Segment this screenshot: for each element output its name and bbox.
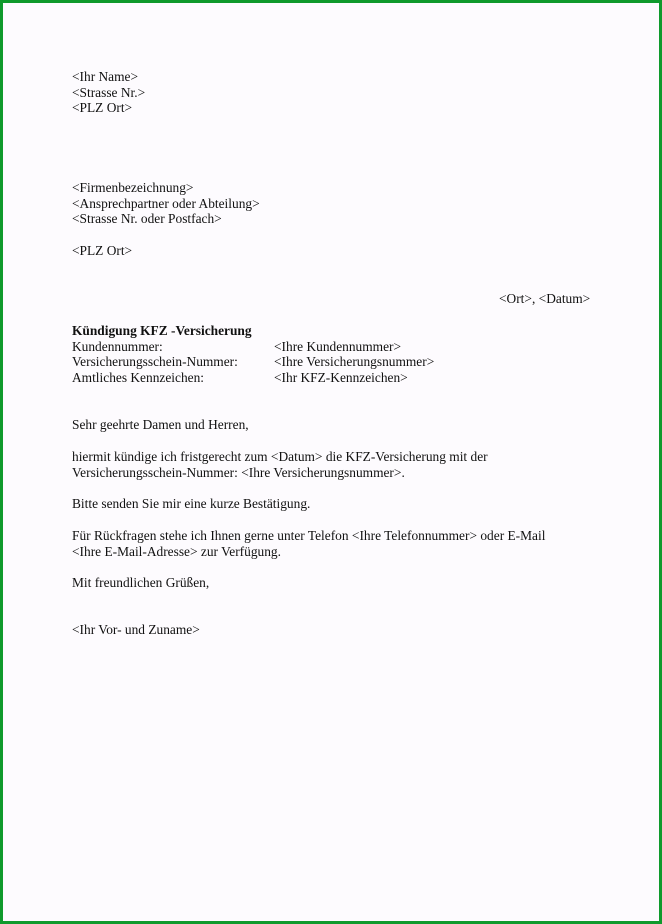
reference-value: <Ihr KFZ-Kennzeichen> [274, 369, 408, 385]
recipient-street: <Strasse Nr. oder Postfach> [72, 211, 222, 227]
sender-street: <Strasse Nr.> [72, 84, 146, 100]
reference-row [72, 339, 434, 355]
reference-value: <Ihre Versicherungsnummer> [274, 354, 435, 370]
paragraph-line: hiermit kündige ich fristgerecht zum <Datum> die KFZ-Versicherung mit der [72, 449, 488, 464]
recipient-company: <Firmenbezeichnung> [72, 180, 194, 195]
paragraph-line: Bitte senden Sie mir eine kurze Bestätigung. [72, 496, 311, 511]
recipient-city-block [72, 243, 132, 259]
sender-city: <PLZ Ort> [72, 100, 133, 116]
paragraph-line: Für Rückfragen stehe ich Ihnen gerne unter Telefon <Ihre Telefonnummer> oder E-Mail [72, 528, 546, 543]
sender-address [72, 69, 145, 116]
reference-label: Versicherungsschein-Nummer: [72, 354, 238, 370]
paragraph-line: <Ihre E-Mail-Adresse> zur Verfügung. [72, 543, 281, 559]
paragraph-confirmation [72, 496, 310, 512]
place-date: <Ort>, <Datum> [499, 291, 591, 306]
sender-name: <Ihr Name> [72, 69, 139, 84]
reference-label: Amtliches Kennzeichen: [72, 369, 204, 385]
recipient-city: <PLZ Ort> [72, 243, 133, 258]
recipient-contact: <Ansprechpartner oder Abteilung> [72, 195, 260, 211]
paragraph-contact [72, 528, 545, 559]
recipient-address [72, 180, 260, 227]
salutation: Sehr geehrte Damen und Herren, [72, 417, 249, 432]
signature-block [72, 622, 200, 638]
reference-row [72, 354, 434, 370]
signature-name: <Ihr Vor- und Zuname> [72, 622, 200, 637]
reference-label: Kundennummer: [72, 338, 163, 354]
reference-value: <Ihre Kundennummer> [274, 338, 402, 354]
subject-block [72, 323, 434, 385]
paragraph-line: Versicherungsschein-Nummer: <Ihre Versicherungsnummer>. [72, 464, 405, 480]
closing: Mit freundlichen Grüßen, [72, 575, 210, 590]
closing-block [72, 575, 209, 591]
subject-line: Kündigung KFZ -Versicherung [72, 323, 252, 338]
paragraph-termination [72, 449, 488, 480]
reference-row [72, 370, 434, 386]
salutation-block [72, 417, 249, 433]
